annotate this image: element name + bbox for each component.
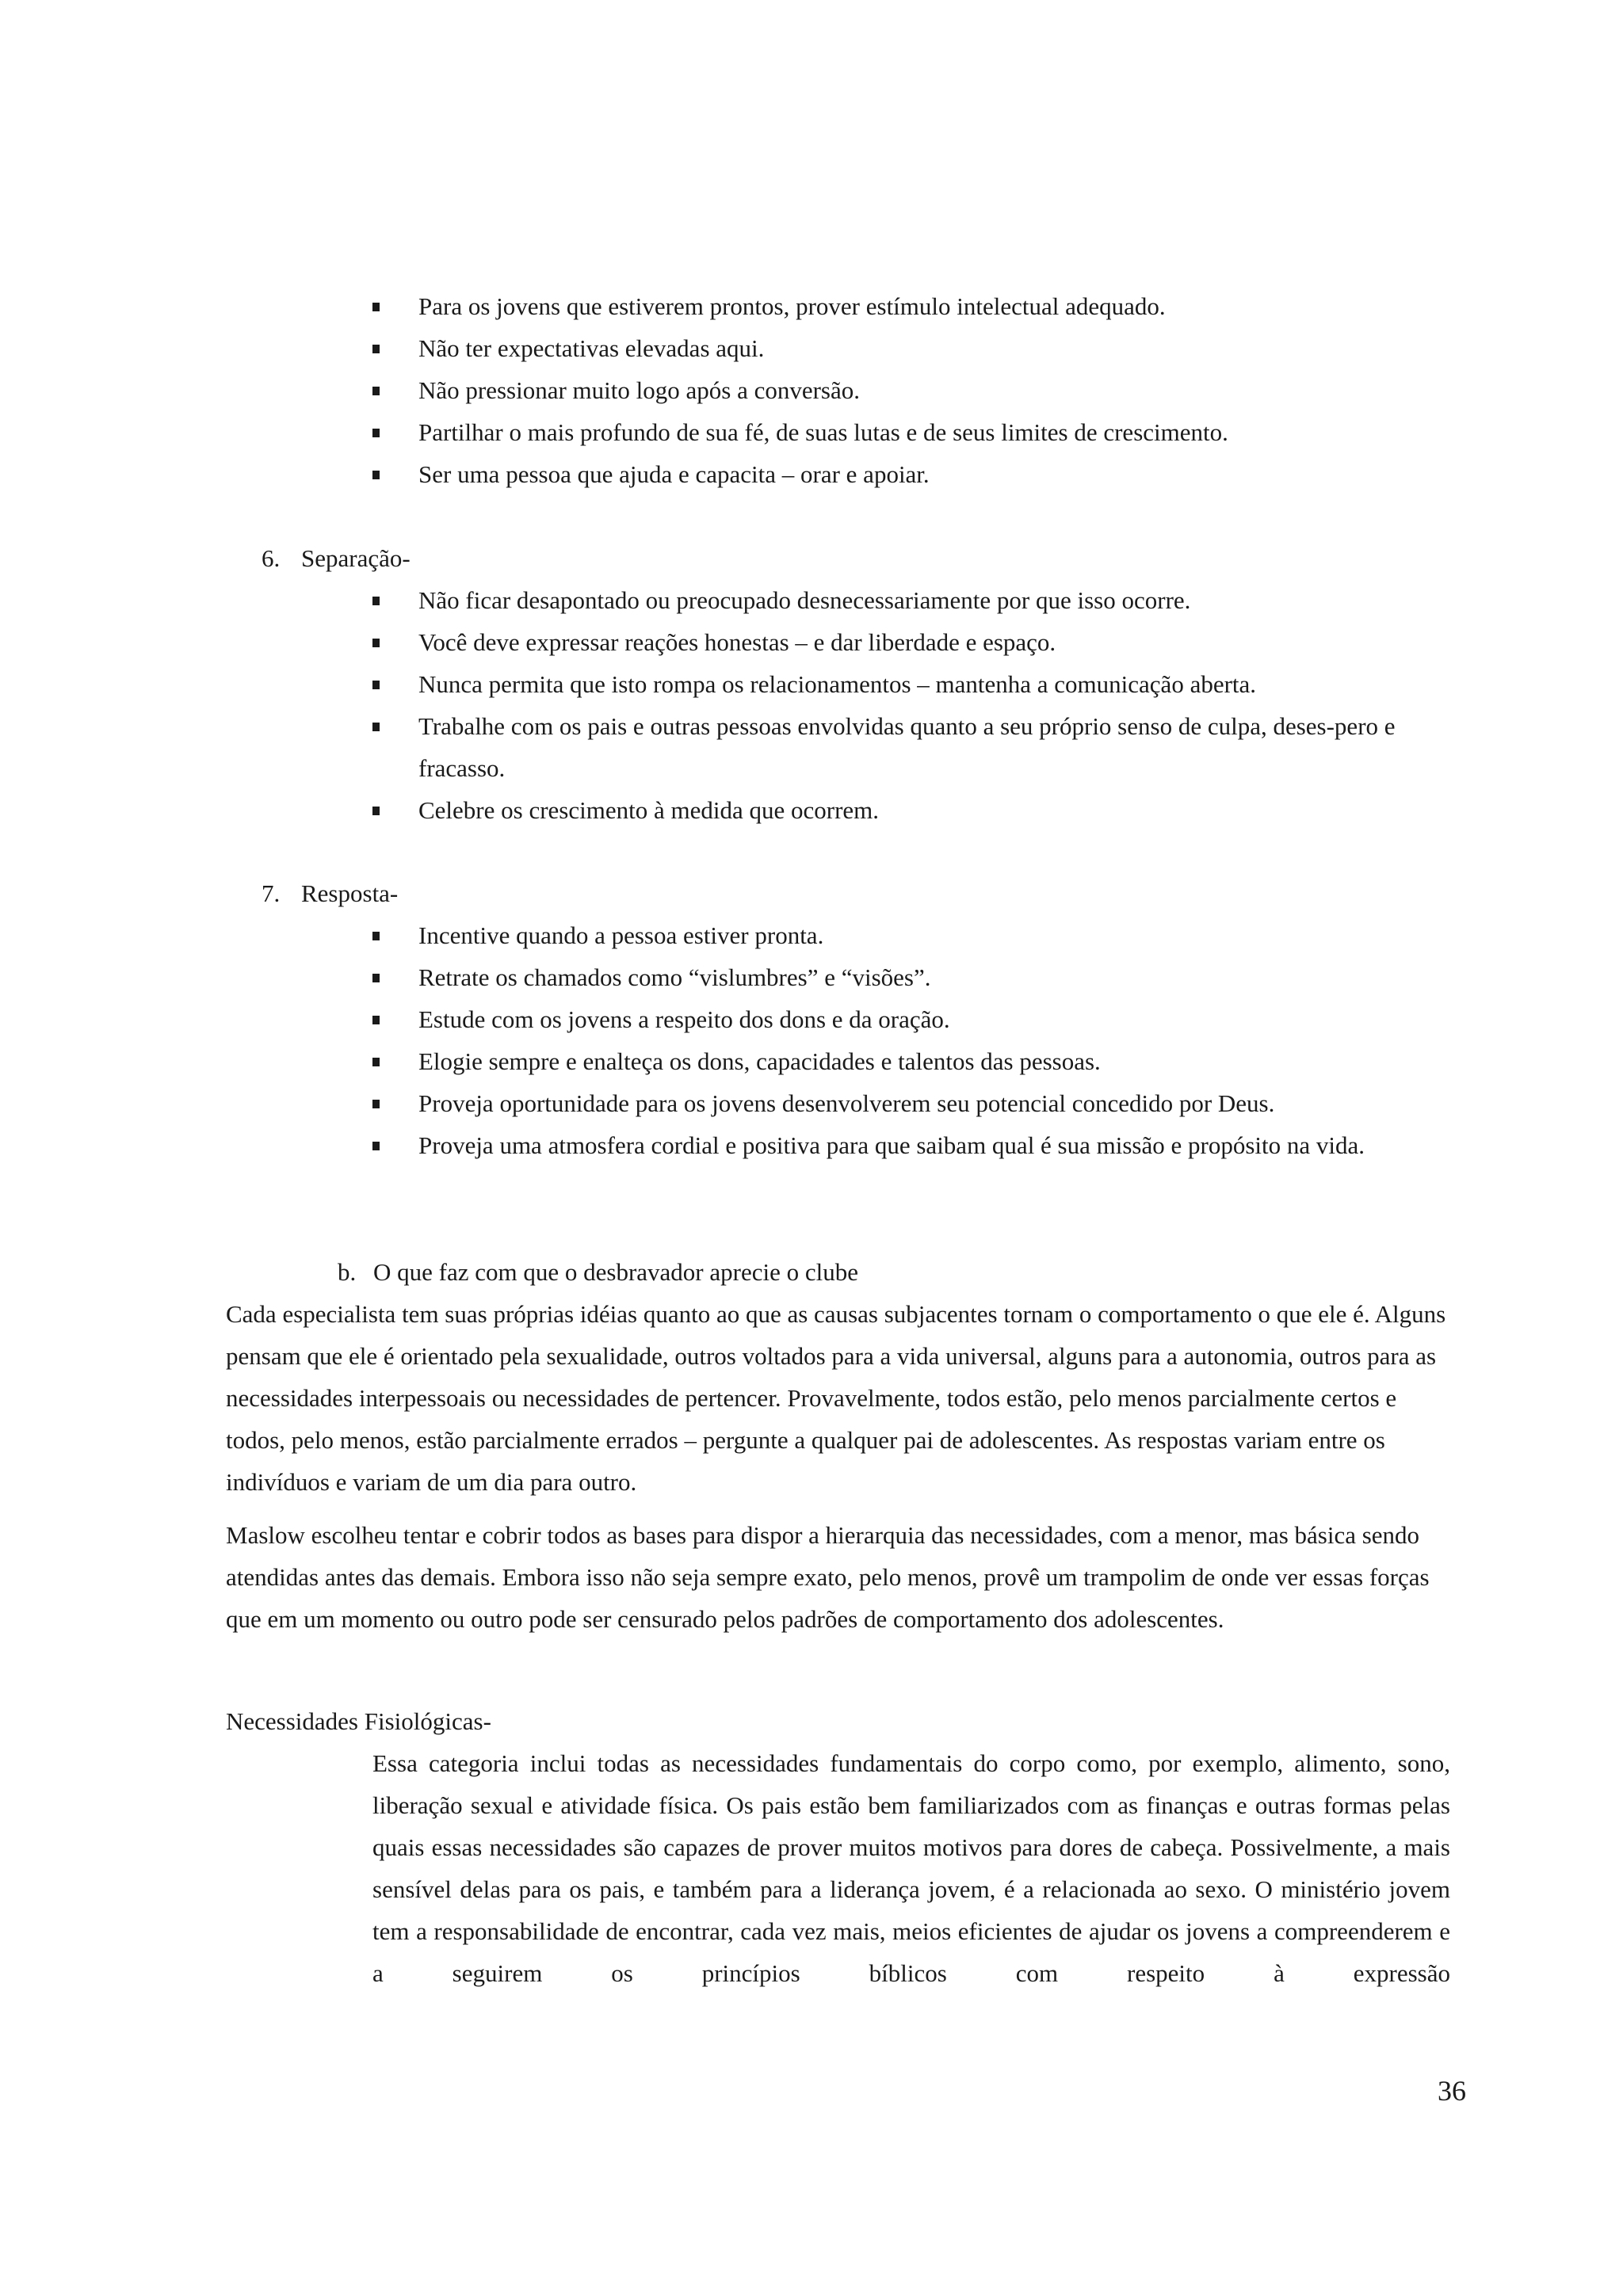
bullet-square-icon xyxy=(372,639,380,647)
list-item: Para os jovens que estiverem prontos, prover estímulo intelectual adequado. xyxy=(372,285,1450,327)
bullet-square-icon xyxy=(372,303,380,311)
list-item: Não pressionar muito logo após a conversão. xyxy=(372,369,1450,411)
bullet-square-icon xyxy=(372,1016,380,1024)
bullet-square-icon xyxy=(372,1058,380,1066)
list-item: Partilhar o mais profundo de sua fé, de suas lutas e de seus limites de crescimento. xyxy=(372,411,1450,453)
list-item: Celebre os crescimento à medida que ocorrem. xyxy=(372,789,1450,831)
bullet-square-icon xyxy=(372,932,380,940)
bullet-square-icon xyxy=(372,1100,380,1108)
list-item: Trabalhe com os pais e outras pessoas envolvidas quanto a seu próprio senso de culpa, deses-pero e fracasso. xyxy=(372,705,1450,789)
subsection-letter: b. xyxy=(338,1258,357,1286)
page-number: 36 xyxy=(1438,2075,1466,2107)
section-title: Separação- xyxy=(301,544,411,572)
needs-paragraph: Essa categoria inclui todas as necessidades fundamentais do corpo como, por exemplo, alimento, sono, liberação sexual e atividade física. Os pais estão bem familiarizados com as finanças e outras formas pelas quais essas necessidades são capazes de prover muitos motivos para dores de cabeça. Possivelmente, a mais sensível delas para os pais, e também para a liderança jovem, é a relacionada ao sexo. O ministério jovem tem a responsabilidade de encontrar, cada vez mais, meios eficientes de ajudar os jovens a compreenderem e a seguirem os princípios bíblicos com respeito à expressão xyxy=(372,1749,1450,1987)
subsection-b-heading xyxy=(338,1251,858,1293)
section-title: Resposta- xyxy=(301,879,399,907)
list-item: Ser uma pessoa que ajuda e capacita – orar e apoiar. xyxy=(372,453,1450,495)
paragraph-1: Cada especialista tem suas próprias idéias quanto ao que as causas subjacentes tornam o comportamento o que ele é. Alguns pensam que ele é orientado pela sexualidade, outros voltados para a vida universal, alguns para a autonomia, outros para as necessidades interpessoais ou necessidades de pertencer. Provavelmente, todos estão, pelo menos parcialmente certos e todos, pelo menos, estão parcialmente errados – pergunte a qualquer pai de adolescentes. As respostas variam entre os indivíduos e variam de um dia para outro. xyxy=(226,1300,1446,1496)
bullet-square-icon xyxy=(372,974,380,982)
bullet-square-icon xyxy=(372,681,380,689)
bullet-square-icon xyxy=(372,597,380,605)
list-item: Retrate os chamados como “vislumbres” e “visões”. xyxy=(372,956,1450,998)
needs-label: Necessidades Fisiológicas- xyxy=(226,1707,491,1735)
bullet-square-icon xyxy=(372,807,380,815)
subsection-title: O que faz com que o desbravador aprecie o clube xyxy=(373,1258,858,1286)
list-item: Não ter expectativas elevadas aqui. xyxy=(372,327,1450,369)
bullet-square-icon xyxy=(372,387,380,395)
list-item: Estude com os jovens a respeito dos dons e da oração. xyxy=(372,998,1450,1040)
section-number: 6. xyxy=(262,544,281,572)
section-number: 7. xyxy=(262,879,281,907)
bullet-square-icon xyxy=(372,345,380,353)
bullet-square-icon xyxy=(372,471,380,479)
bullet-square-icon xyxy=(372,723,380,731)
list-item: Incentive quando a pessoa estiver pronta. xyxy=(372,914,1450,956)
bullet-square-icon xyxy=(372,429,380,437)
paragraph-2: Maslow escolheu tentar e cobrir todos as bases para dispor a hierarquia das necessidades, com a menor, mas básica sendo atendidas antes das demais. Embora isso não seja sempre exato, pelo menos, provê um trampolim de onde ver essas forças que em um momento ou outro pode ser censurado pelos padrões de comportamento dos adolescentes. xyxy=(226,1521,1430,1633)
list-item: Nunca permita que isto rompa os relacionamentos – mantenha a comunicação aberta. xyxy=(372,663,1450,705)
section-7-heading xyxy=(262,872,398,914)
list-item: Proveja oportunidade para os jovens desenvolverem seu potencial concedido por Deus. xyxy=(372,1082,1450,1124)
bullet-square-icon xyxy=(372,1142,380,1150)
list-item: Proveja uma atmosfera cordial e positiva para que saibam qual é sua missão e propósito na vida. xyxy=(372,1124,1450,1166)
section-6-heading xyxy=(262,537,411,579)
list-item: Elogie sempre e enalteça os dons, capacidades e talentos das pessoas. xyxy=(372,1040,1450,1082)
section-7-bullet-list xyxy=(372,914,1450,1166)
section-6-bullet-list xyxy=(372,579,1450,831)
top-bullet-list xyxy=(372,285,1450,495)
list-item: Você deve expressar reações honestas – e dar liberdade e espaço. xyxy=(372,621,1450,663)
list-item: Não ficar desapontado ou preocupado desnecessariamente por que isso ocorre. xyxy=(372,579,1450,621)
